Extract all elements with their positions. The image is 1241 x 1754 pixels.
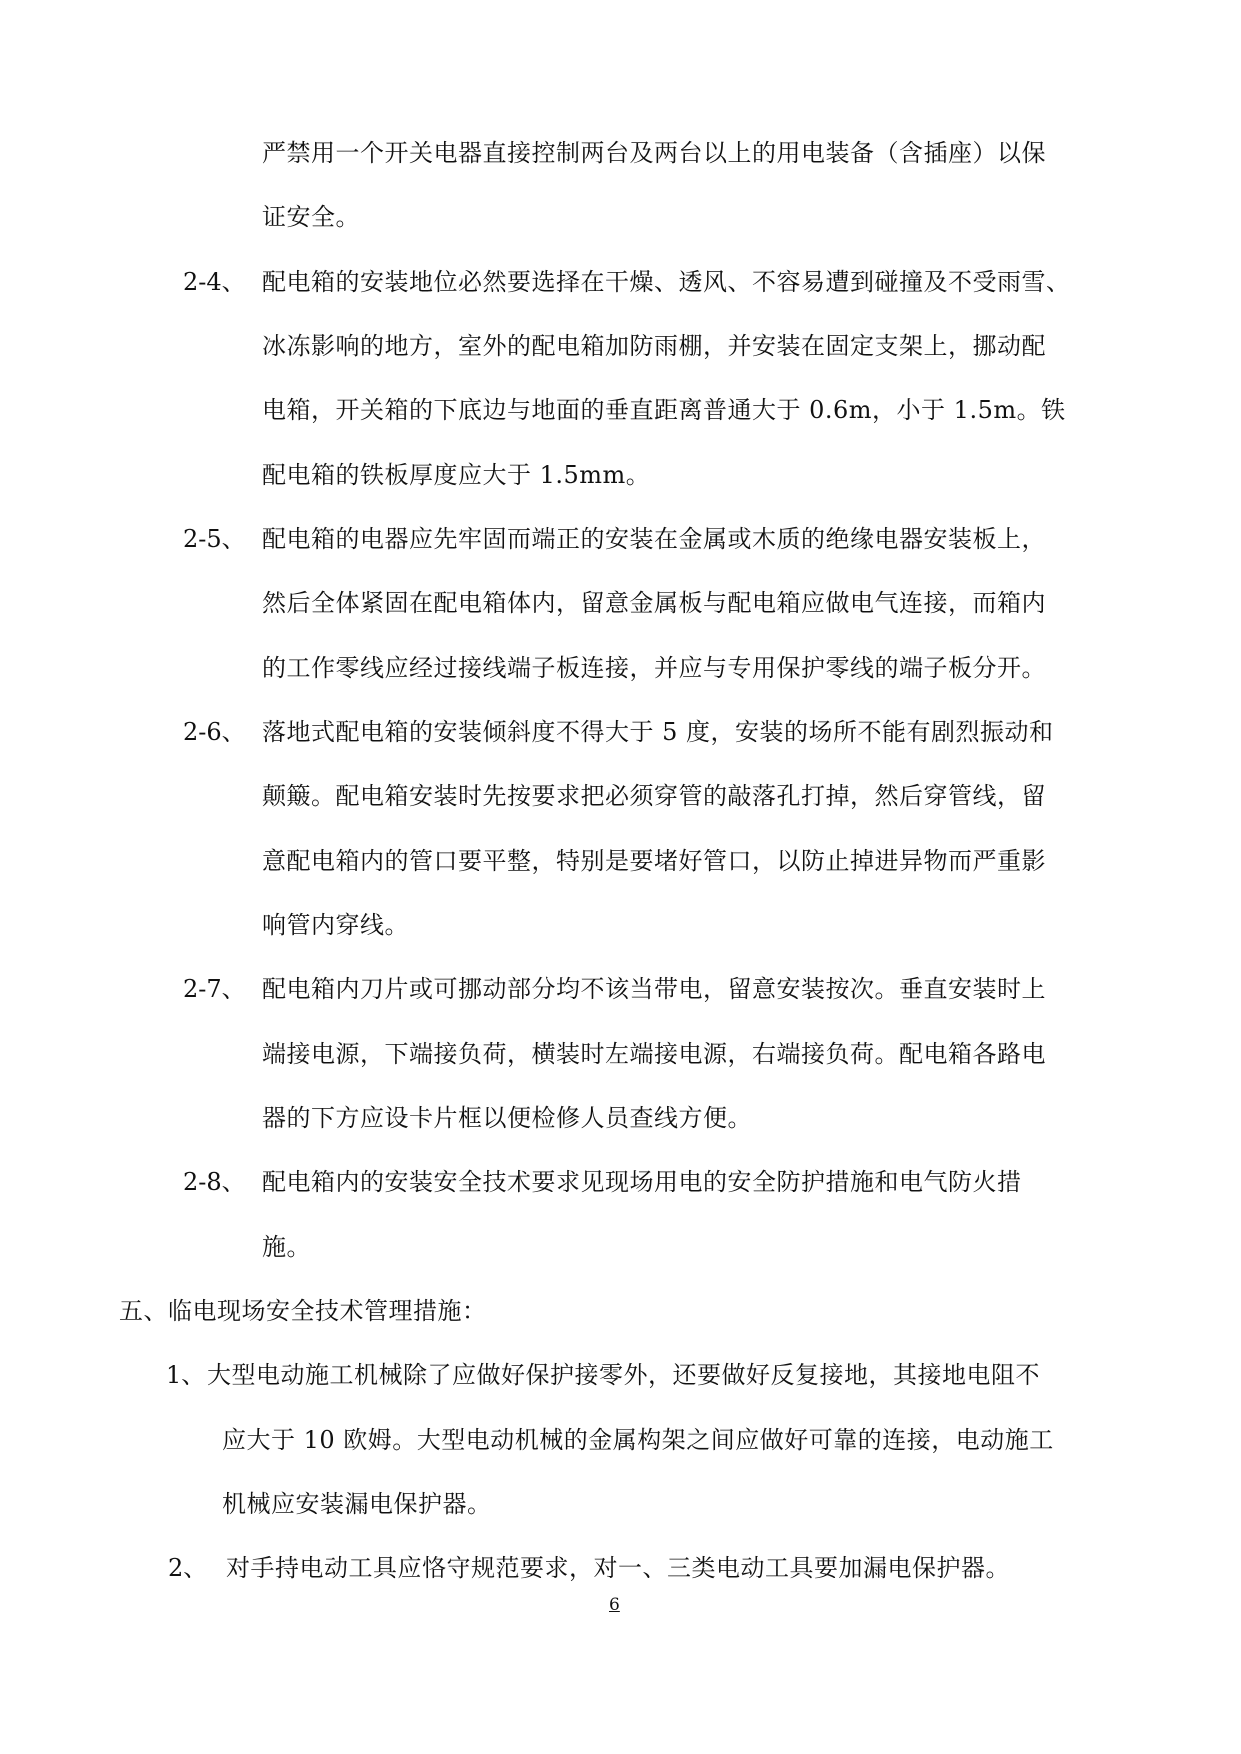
item-number: 1、 xyxy=(166,1361,206,1389)
section-heading: 五、临电现场安全技术管理措施： xyxy=(119,1297,487,1325)
page-number: 6 xyxy=(609,1595,620,1615)
text-line: 落地式配电箱的安装倾斜度不得大于 5 度，安装的场所不能有剧烈振动和 xyxy=(262,718,1054,746)
text-line: 配电箱的铁板厚度应大于 1.5mm。 xyxy=(262,461,651,489)
text-line: 颠簸。配电箱安装时先按要求把必须穿管的敲落孔打掉，然后穿管线，留 xyxy=(262,782,1046,810)
item-number: 2-6、 xyxy=(183,718,246,746)
text-line: 应大于 10 欧姆。大型电动机械的金属构架之间应做好可靠的连接，电动施工 xyxy=(222,1426,1054,1454)
item-number: 2、 xyxy=(168,1554,208,1582)
text-line: 配电箱的电器应先牢固而端正的安装在金属或木质的绝缘电器安装板上， xyxy=(262,525,1046,553)
text-line: 响管内穿线。 xyxy=(262,911,409,939)
text-line: 配电箱内的安装安全技术要求见现场用电的安全防护措施和电气防火措 xyxy=(262,1168,1022,1196)
text-line: 施。 xyxy=(262,1233,311,1261)
item-number: 2-5、 xyxy=(183,525,246,553)
item-number: 2-8、 xyxy=(183,1168,246,1196)
text-line: 严禁用一个开关电器直接控制两台及两台以上的用电装备（含插座）以保 xyxy=(262,139,1046,167)
text-line: 意配电箱内的管口要平整，特别是要堵好管口，以防止掉进异物而严重影 xyxy=(262,847,1046,875)
text-line: 对手持电动工具应恪守规范要求，对一、三类电动工具要加漏电保护器。 xyxy=(226,1554,1010,1582)
text-line: 电箱，开关箱的下底边与地面的垂直距离普通大于 0.6m，小于 1.5m。铁 xyxy=(262,396,1066,424)
text-line: 冰冻影响的地方，室外的配电箱加防雨棚，并安装在固定支架上，挪动配 xyxy=(262,332,1046,360)
text-line: 大型电动施工机械除了应做好保护接零外，还要做好反复接地，其接地电阻不 xyxy=(207,1361,1040,1389)
text-line: 配电箱的安装地位必然要选择在干燥、透风、不容易遭到碰撞及不受雨雪、 xyxy=(262,268,1071,296)
text-line: 端接电源，下端接负荷，横装时左端接电源，右端接负荷。配电箱各路电 xyxy=(262,1040,1046,1068)
text-line: 器的下方应设卡片框以便检修人员查线方便。 xyxy=(262,1104,752,1132)
text-line: 机械应安装漏电保护器。 xyxy=(222,1490,492,1518)
text-line: 配电箱内刀片或可挪动部分均不该当带电，留意安装按次。垂直安装时上 xyxy=(262,975,1046,1003)
item-number: 2-4、 xyxy=(183,268,246,296)
text-line: 证安全。 xyxy=(262,203,360,231)
text-line: 的工作零线应经过接线端子板连接，并应与专用保护零线的端子板分开。 xyxy=(262,654,1046,682)
text-line: 然后全体紧固在配电箱体内，留意金属板与配电箱应做电气连接，而箱内 xyxy=(262,589,1046,617)
item-number: 2-7、 xyxy=(183,975,246,1003)
